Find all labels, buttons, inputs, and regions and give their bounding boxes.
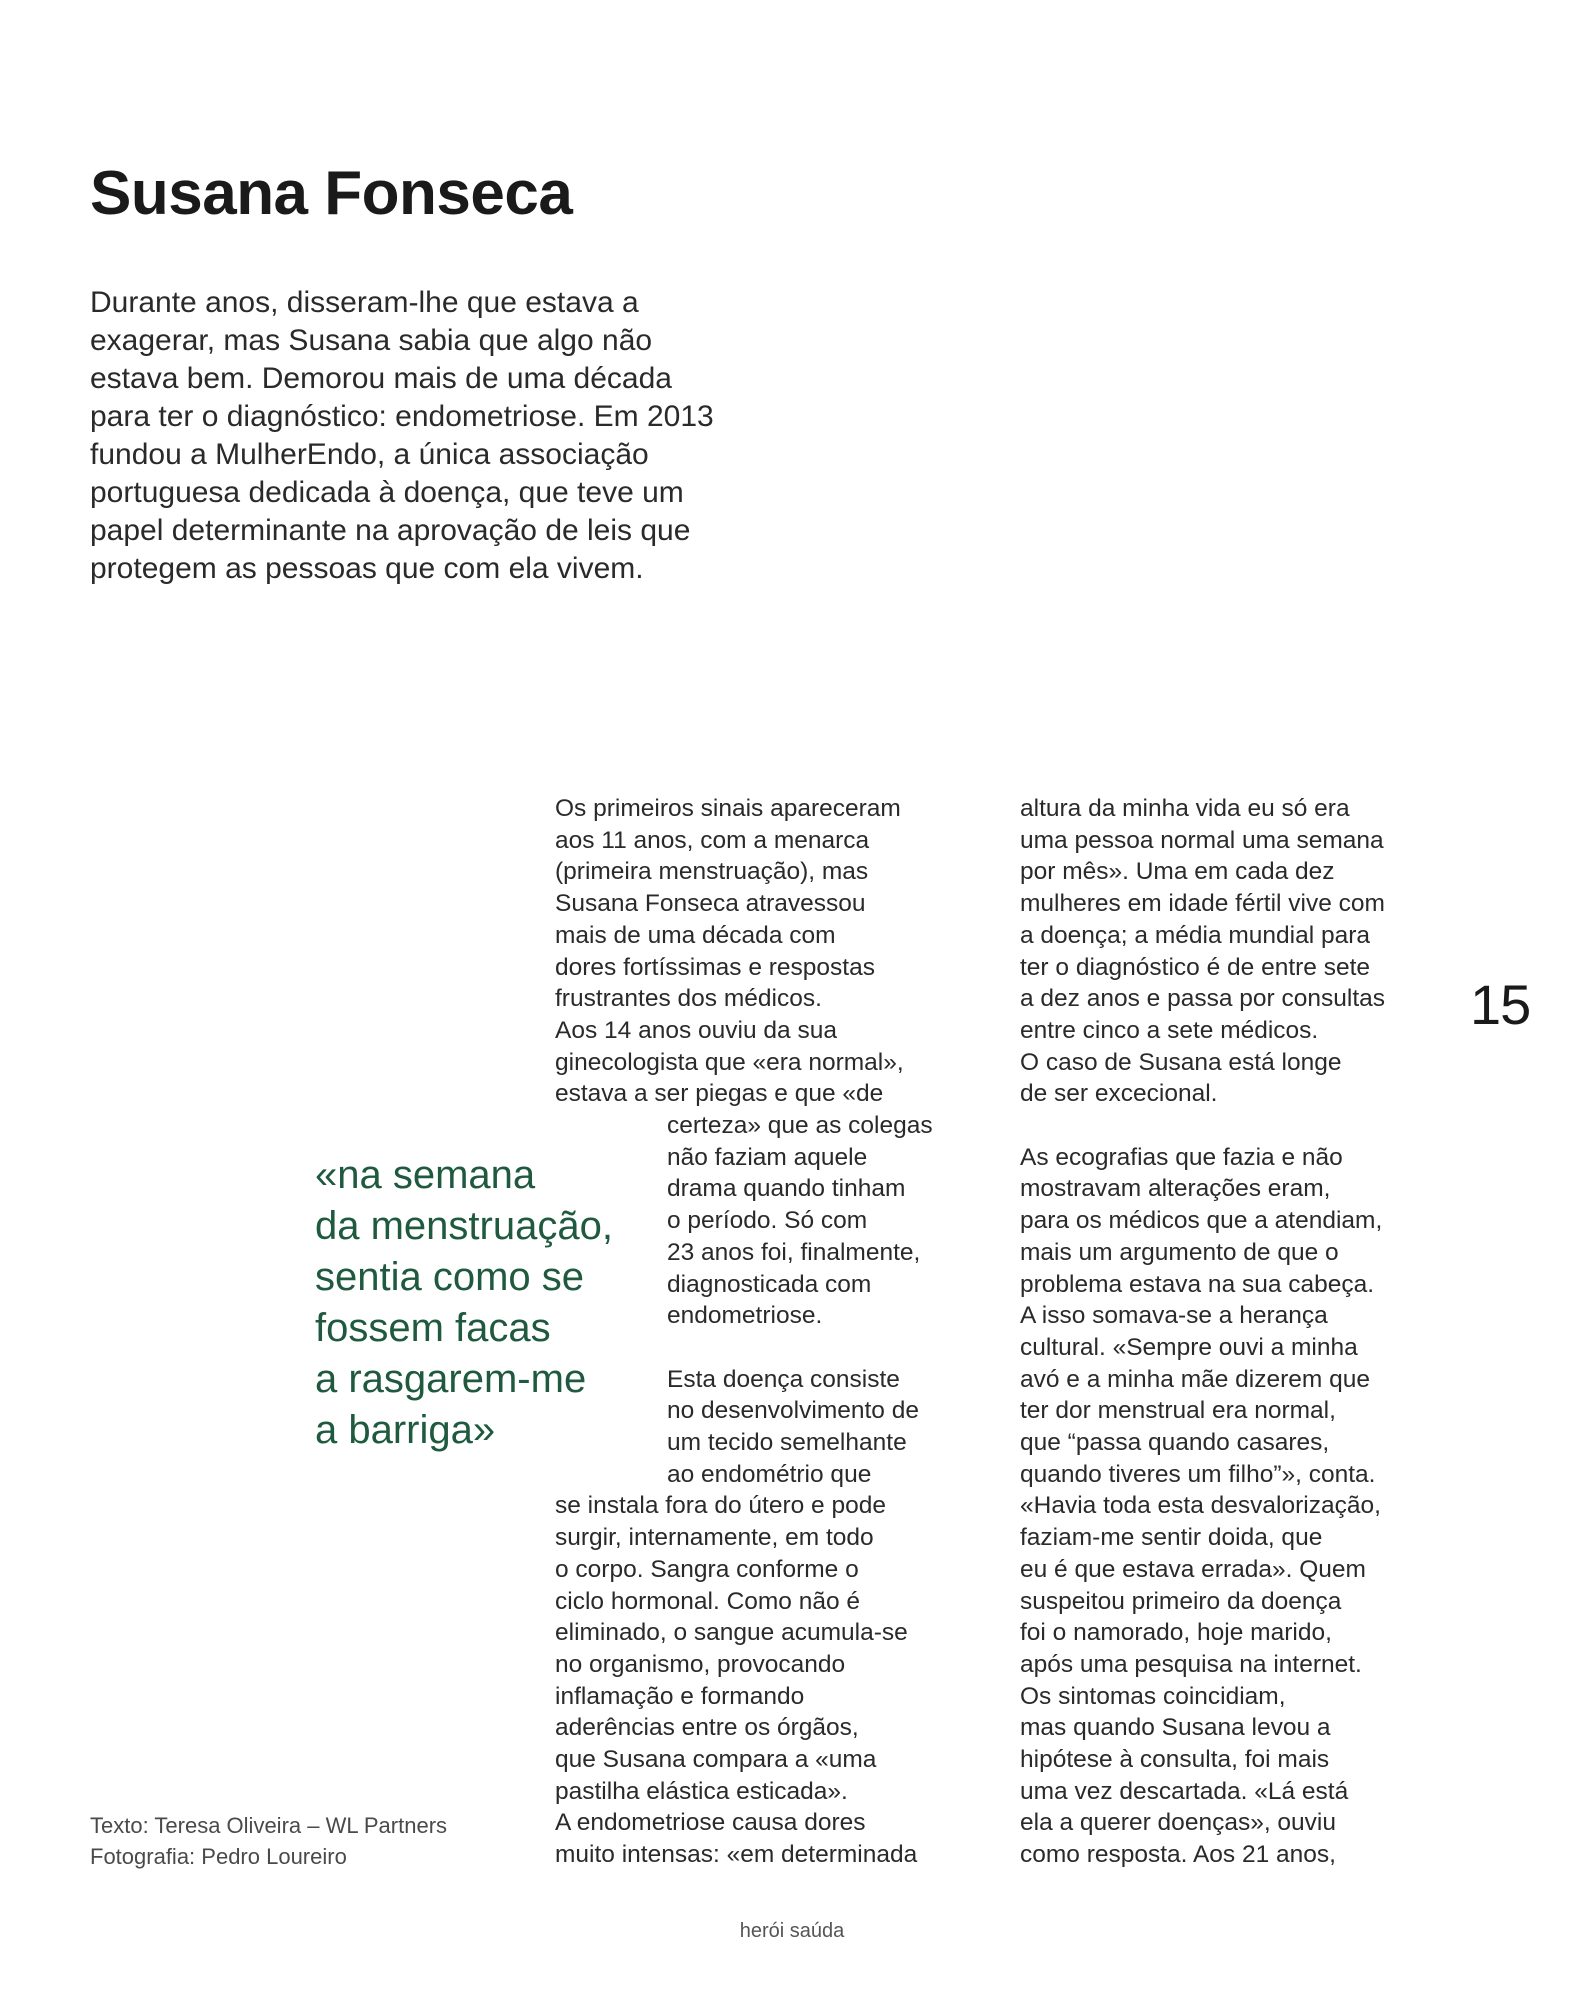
body-line: um tecido semelhante (667, 1429, 907, 1457)
body-line: ciclo hormonal. Como não é (555, 1587, 861, 1615)
paragraph-gap (667, 1332, 975, 1364)
body-line: O caso de Susana está longe (1020, 1048, 1342, 1076)
body-line: inflamação e formando (555, 1682, 805, 1710)
body-line: mulheres em idade fértil vive com (1020, 890, 1385, 918)
body-line: eu é que estava errada». Quem (1020, 1555, 1366, 1583)
body-line: como resposta. Aos 21 anos, (1020, 1841, 1336, 1869)
pull-quote-line: a barriga» (315, 1408, 496, 1452)
body-line: cultural. «Sempre ouvi a minha (1020, 1333, 1358, 1361)
credit-text-author: Texto: Teresa Oliveira – WL Partners (90, 1813, 448, 1838)
body-line: 23 anos foi, finalmente, (667, 1238, 921, 1266)
column-1-block-a (555, 793, 975, 1110)
column-1-block-b (555, 1110, 975, 1490)
body-line: ter dor menstrual era normal, (1020, 1397, 1336, 1425)
lead-line: para ter o diagnóstico: endometriose. Em 2013 (90, 400, 714, 433)
body-line: ela a querer doenças», ouviu (1020, 1809, 1336, 1837)
body-line: mas quando Susana levou a (1020, 1714, 1331, 1742)
column-2-block-a (1020, 793, 1450, 1110)
body-line: avó e a minha mãe dizerem que (1020, 1365, 1370, 1393)
body-line: o corpo. Sangra conforme o (555, 1555, 859, 1583)
body-column-2 (1020, 793, 1450, 1871)
body-line: mais um argumento de que o (1020, 1238, 1339, 1266)
body-line: pastilha elástica esticada». (555, 1777, 848, 1805)
body-line: no organismo, provocando (555, 1650, 846, 1678)
body-line: uma pessoa normal uma semana (1020, 826, 1384, 854)
body-line: dores fortíssimas e respostas (555, 953, 875, 981)
lead-line: papel determinante na aprovação de leis que (90, 514, 691, 547)
body-line: após uma pesquisa na internet. (1020, 1650, 1362, 1678)
body-line: mostravam alterações eram, (1020, 1175, 1331, 1203)
body-line: endometriose. (667, 1302, 823, 1330)
lead-line: estava bem. Demorou mais de uma década (90, 362, 672, 395)
body-line: aos 11 anos, com a menarca (555, 826, 870, 854)
column-1-block-d (555, 1490, 975, 1870)
body-line: frustrantes dos médicos. (555, 985, 822, 1013)
body-line: suspeitou primeiro da doença (1020, 1587, 1342, 1615)
body-line: uma vez descartada. «Lá está (1020, 1777, 1349, 1805)
body-line: problema estava na sua cabeça. (1020, 1270, 1375, 1298)
body-line: A endometriose causa dores (555, 1809, 866, 1837)
body-line: As ecografias que fazia e não (1020, 1143, 1343, 1171)
lead-line: exagerar, mas Susana sabia que algo não (90, 324, 653, 357)
body-line: se instala fora do útero e pode (555, 1492, 886, 1520)
pull-quote-line: da menstruação, (315, 1204, 613, 1248)
body-line: aderências entre os órgãos, (555, 1714, 859, 1742)
body-line: foi o namorado, hoje marido, (1020, 1619, 1332, 1647)
body-line: diagnosticada com (667, 1270, 872, 1298)
body-line: muito intensas: «em determinada (555, 1841, 918, 1869)
lead-line: portuguesa dedicada à doença, que teve um (90, 476, 684, 509)
body-line: Os primeiros sinais apareceram (555, 795, 901, 822)
body-line: o período. Só com (667, 1207, 868, 1235)
lead-line: Durante anos, disseram-lhe que estava a (90, 286, 639, 319)
body-column-1 (555, 793, 975, 1871)
body-line: (primeira menstruação), mas (555, 858, 869, 886)
body-line: Susana Fonseca atravessou (555, 890, 866, 918)
body-line: ginecologista que «era normal», (555, 1048, 904, 1076)
footer-publication-name: herói saúda (739, 1920, 845, 1942)
body-line: que “passa quando casares, (1020, 1429, 1330, 1457)
body-line: surgir, internamente, em todo (555, 1524, 874, 1552)
body-line: para os médicos que a atendiam, (1020, 1207, 1383, 1235)
body-line: ter o diagnóstico é de entre sete (1020, 953, 1371, 981)
pull-quote-line: sentia como se (315, 1255, 585, 1299)
body-line: hipótese à consulta, foi mais (1020, 1746, 1330, 1774)
body-line: a dez anos e passa por consultas (1020, 985, 1386, 1013)
credit-photo-author: Fotografia: Pedro Loureiro (90, 1844, 347, 1869)
body-line: «Havia toda esta desvalorização, (1020, 1492, 1381, 1520)
body-line: certeza» que as colegas (667, 1112, 933, 1140)
body-line: por mês». Uma em cada dez (1020, 858, 1335, 886)
body-line: Esta doença consiste (667, 1365, 900, 1393)
body-line: a doença; a média mundial para (1020, 921, 1371, 949)
body-line: faziam-me sentir doida, que (1020, 1524, 1323, 1552)
body-line: Os sintomas coincidiam, (1020, 1682, 1286, 1710)
pull-quote-line: a rasgarem-me (315, 1357, 587, 1401)
page-number: 15 (1470, 973, 1531, 1036)
pull-quote-line: «na semana (315, 1153, 536, 1197)
body-line: entre cinco a sete médicos. (1020, 1016, 1319, 1044)
body-line: mais de uma década com (555, 921, 836, 949)
body-line: quando tiveres um filho”», conta. (1020, 1460, 1376, 1488)
article-title: Susana Fonseca (90, 159, 573, 228)
body-line: que Susana compara a «uma (555, 1746, 877, 1774)
body-line: A isso somava-se a herança (1020, 1302, 1328, 1330)
pull-quote-line: fossem facas (315, 1306, 551, 1350)
body-line: não faziam aquele (667, 1143, 868, 1171)
lead-line: fundou a MulherEndo, a única associação (90, 438, 649, 471)
body-line: drama quando tinham (667, 1175, 906, 1203)
body-line: Aos 14 anos ouviu da sua (555, 1016, 837, 1044)
body-line: altura da minha vida eu só era (1020, 795, 1350, 822)
paragraph-gap (1020, 1110, 1450, 1142)
column-2-block-b (1020, 1142, 1450, 1871)
body-line: estava a ser piegas e que «de (555, 1080, 884, 1108)
body-line: eliminado, o sangue acumula-se (555, 1619, 908, 1647)
credits (90, 1810, 447, 1872)
lead-line: protegem as pessoas que com ela vivem. (90, 552, 644, 585)
body-line: ao endométrio que (667, 1460, 872, 1488)
body-line: no desenvolvimento de (667, 1397, 919, 1425)
article-lead (90, 284, 790, 588)
body-line: de ser excecional. (1020, 1080, 1218, 1108)
